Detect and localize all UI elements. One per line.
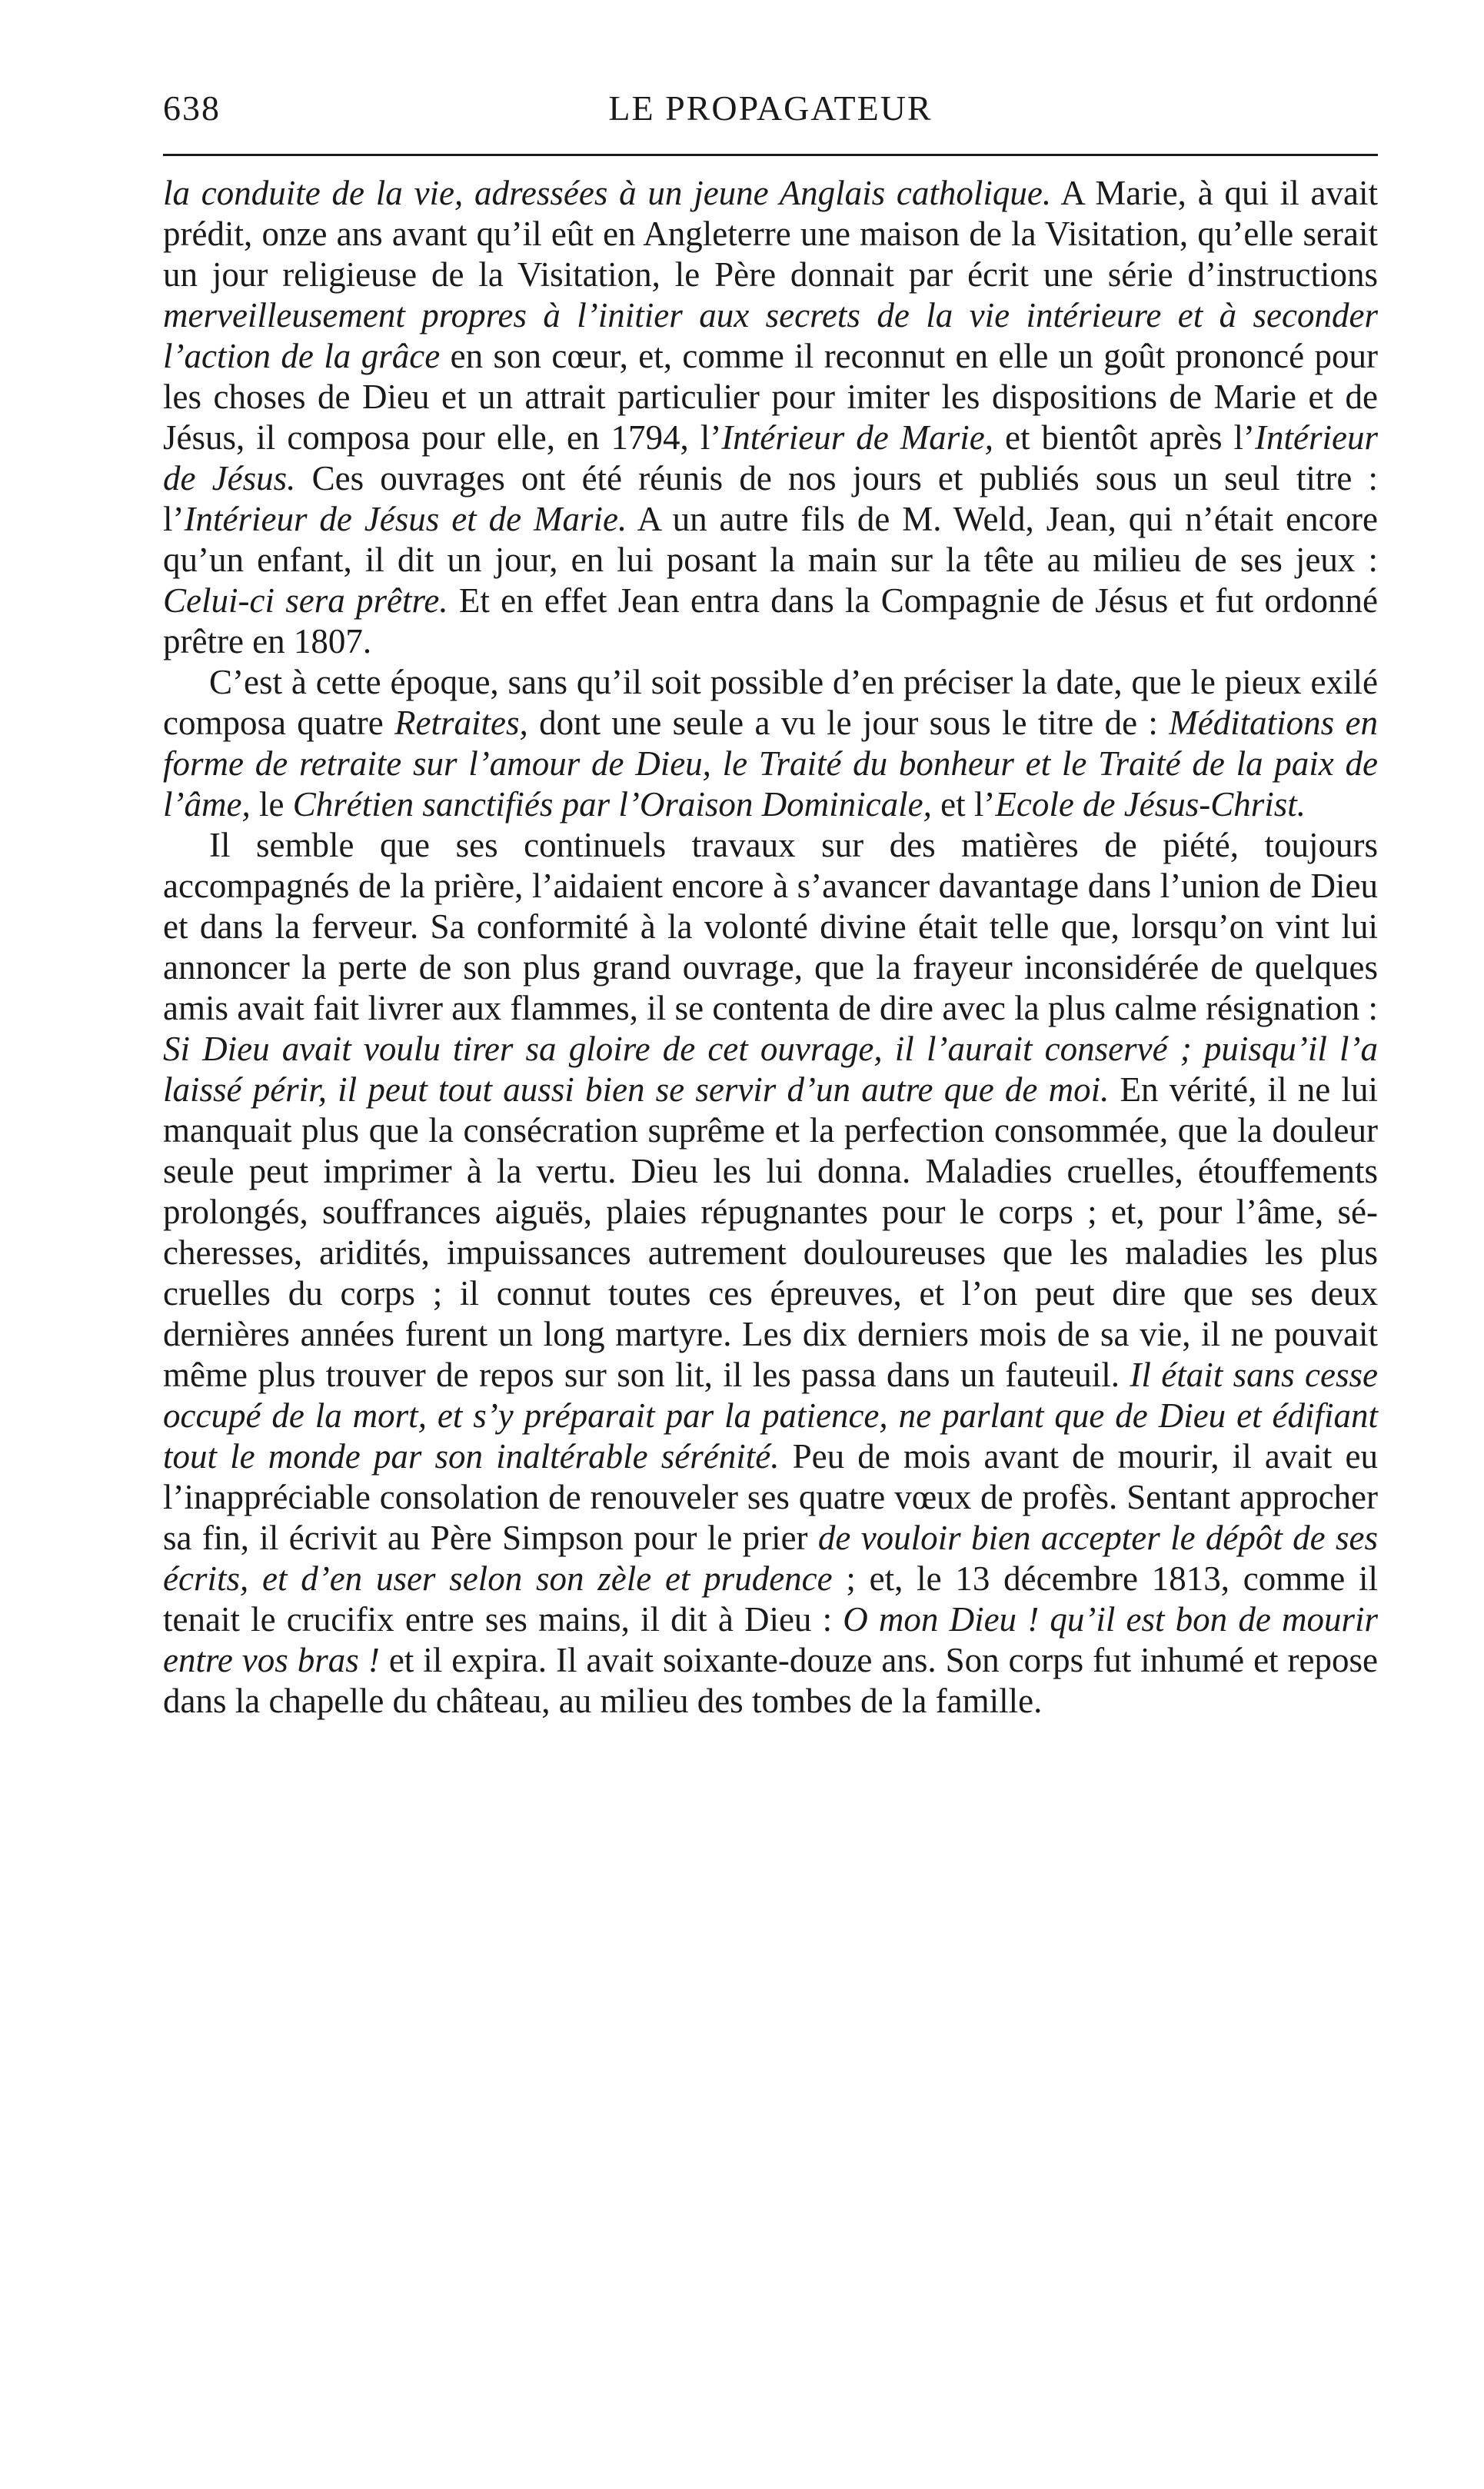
italic-run: Intérieur de Jésus et de Marie. bbox=[184, 500, 627, 538]
text-run: Peu de mois avant de mourir, il avait eu l’inappréciable consolation de renouveler ses quatre vœux de profès. Sentant approcher sa fin, il écrivit au Père Simpson pour le prier bbox=[163, 1437, 1378, 1557]
text-run: le bbox=[250, 785, 293, 824]
italic-run: Chrétien sanctifiés par l’Oraison Dominicale, bbox=[292, 785, 932, 824]
text-run: dont une seule a vu le jour sous le titre de : bbox=[527, 704, 1170, 742]
text-run: ; et, le 13 décembre 1813, comme il tenait le crucifix entre ses mains, il dit à Dieu : bbox=[163, 1559, 1379, 1639]
paragraph-1 bbox=[163, 173, 1378, 662]
italic-run: de vouloir bien accepter le dépôt de ses écrits, et d’en user selon son zèle et prudence bbox=[163, 1519, 1378, 1598]
italic-run: Celui-ci sera prêtre. bbox=[163, 581, 448, 620]
text-run: C’est à cette époque, sans qu’il soit possible d’en préciser la date, que le pieux exilé composa quatre bbox=[163, 663, 1378, 742]
italic-run: Retraites, bbox=[394, 704, 528, 742]
italic-run: O mon Dieu ! qu’il est bon de mourir entre vos bras ! bbox=[163, 1600, 1378, 1679]
italic-run: Intérieur de Marie, bbox=[721, 418, 994, 457]
text-run: Ces ouvrages ont été réunis de nos jours et publiés sous un seul titre : l’ bbox=[163, 459, 1378, 538]
running-title: LE PROPAGATEUR bbox=[608, 88, 933, 128]
italic-run: la conduite de la vie, adressées à un jeune Anglais catholique. bbox=[163, 174, 1052, 212]
header-rule bbox=[163, 154, 1378, 156]
text-run: A un autre fils de M. Weld, Jean, qui n’était encore qu’un enfant, il dit un jour, en lui posant la main sur la tête au milieu de ses jeux : bbox=[163, 500, 1379, 579]
text-run: et il expira. Il avait soixante-douze ans. Son corps fut inhumé et repose dans la chapelle du château, au milieu des tombes de la famille. bbox=[163, 1641, 1378, 1720]
italic-run: merveilleusement propres à l’initier aux secrets de la vie intérieure et à seconder l’action de la grâce bbox=[163, 296, 1378, 375]
paragraph-2 bbox=[163, 662, 1378, 825]
italic-run: Si Dieu avait voulu tirer sa gloire de cet ouvrage, il l’aurait conservé ; puisqu’il l’a laissé périr, il peut tout aussi bien se servir d’un autre que de moi. bbox=[163, 1030, 1378, 1109]
italic-run: Intérieur de Jésus. bbox=[163, 418, 1378, 497]
book-page bbox=[163, 77, 1378, 1722]
text-run: Il semble que ses continuels travaux sur des matières de piété, toujours accompagnés de la prière, l’aidaient encore à s’avancer davantage dans l’union de Dieu et dans la ferveur. Sa conformité à la volonté divine était telle que, lorsqu’on vint lui annoncer la perte de son plus grand ouvrage, que la frayeur inconsidérée de quelques amis avait fait livrer aux flammes, il se contenta de dire avec la plus calme résignation : bbox=[163, 826, 1378, 1027]
italic-run: Ecole de Jésus-Christ. bbox=[995, 785, 1306, 824]
text-run: et bientôt après l’ bbox=[993, 418, 1256, 457]
page-number: 638 bbox=[163, 88, 221, 128]
running-head bbox=[163, 77, 1378, 138]
text-run: en son cœur, et, comme il reconnut en elle un goût prononcé pour les choses de Dieu et un attrait particulier pour imiter les dispositions de Marie et de Jésus, il composa pour elle, en 1794, l’ bbox=[163, 337, 1378, 457]
italic-run: Il était sans cesse occupé de la mort, et s’y préparait par la patience, ne parlant que de Dieu et édifiant tout le monde par son inaltérable sérénité. bbox=[163, 1356, 1378, 1476]
body-text bbox=[163, 173, 1378, 1722]
text-run: A Marie, à qui il avait prédit, onze ans avant qu’il eût en Angleterre une maison de la Visitation, qu’elle serait un jour religieuse de la Visitation, le Père donnait par écrit une série d’instructions bbox=[163, 174, 1378, 294]
italic-run: Méditations en forme de retraite sur l’amour de Dieu, le Traité du bonheur et le Traité de la paix de l’âme, bbox=[163, 704, 1378, 824]
text-run: et l’ bbox=[931, 785, 996, 824]
paragraph-3 bbox=[163, 825, 1378, 1722]
text-run: Et en effet Jean entra dans la Compagnie de Jésus et fut ordonné prêtre en 1807. bbox=[163, 581, 1379, 661]
text-run: En vérité, il ne lui manquait plus que la consécration suprême et la perfection consommée, que la douleur seule peut imprimer à la vertu. Dieu les lui donna. Maladies cruelles, étouffements prolongés, souffrances aiguës, plaies répugnantes pour le corps ; et, pour l’âme, sécheresses, aridités, impuissances autrement douloureuses que les maladies les plus cruelles du corps ; il connut toutes ces épreuves, et l’on peut dire que ses deux dernières années furent un long martyre. Les dix derniers mois de sa vie, il ne pouvait même plus trouver de repos sur son lit, il les passa dans un fauteuil. bbox=[163, 1070, 1378, 1394]
